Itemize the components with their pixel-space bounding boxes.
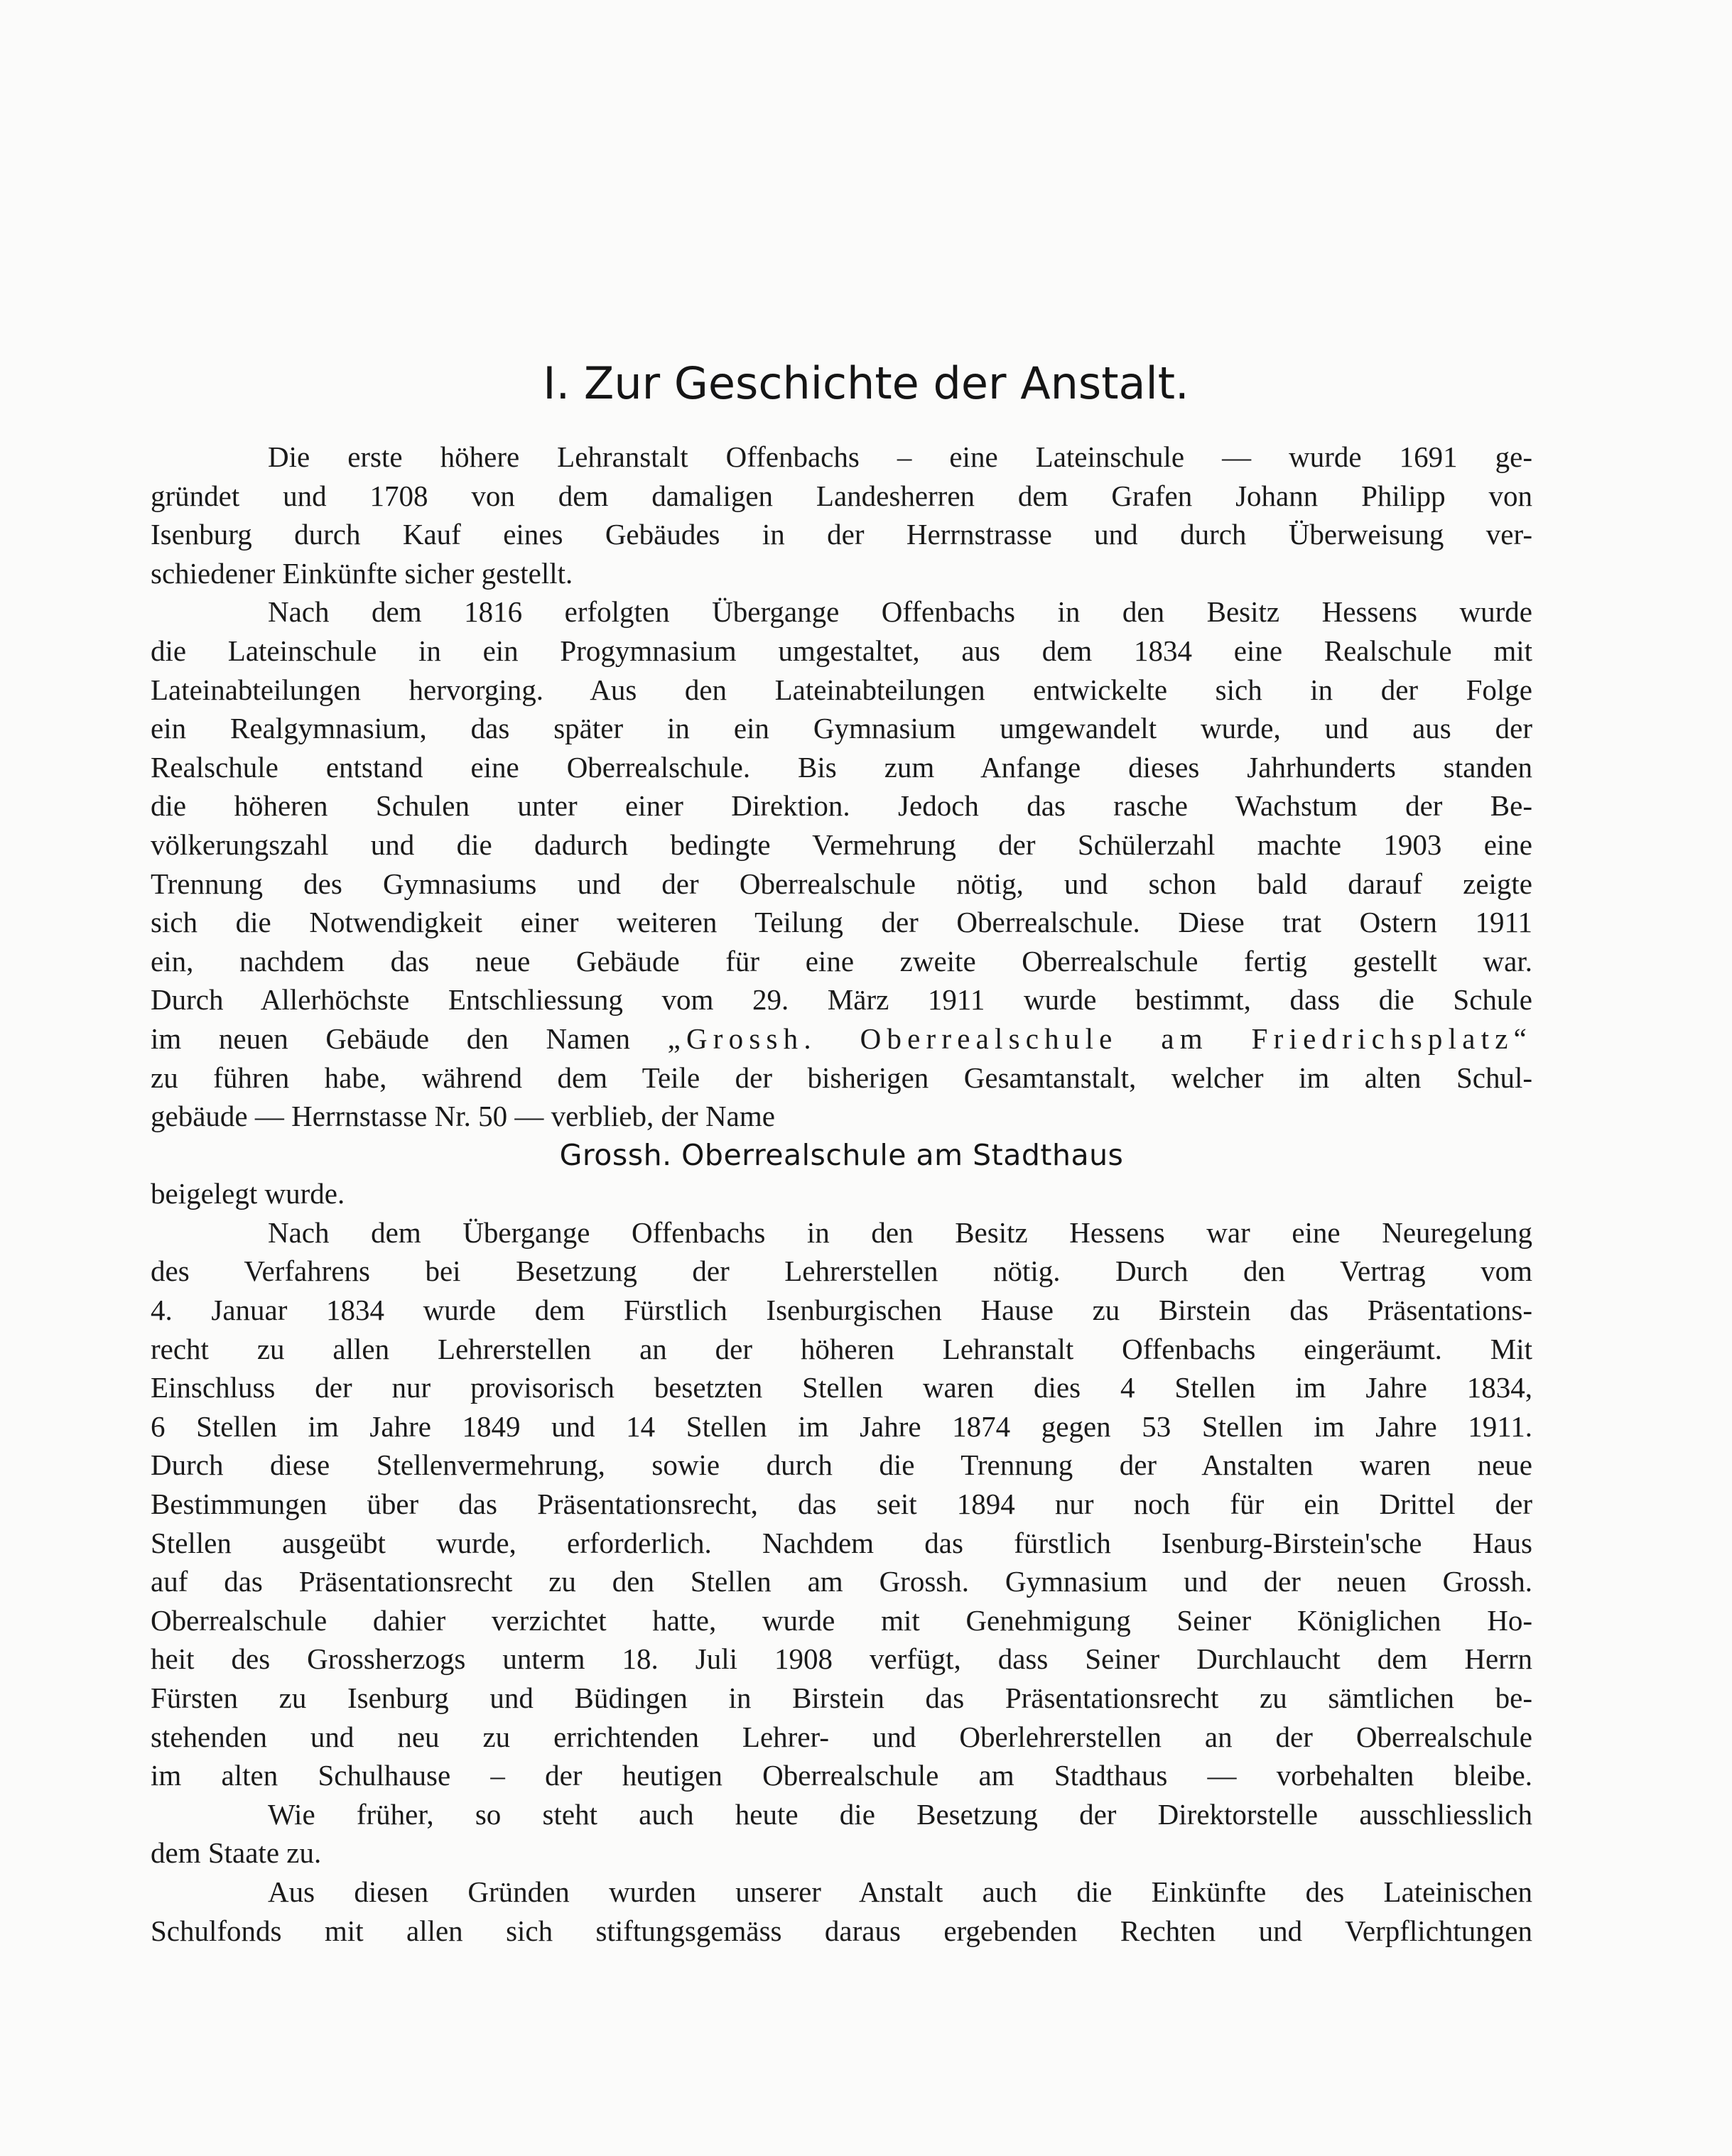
text-line: 4. Januar 1834 wurde dem Fürstlich Isenburgischen Hause zu Birstein das Präsentations- <box>151 1294 1532 1327</box>
text-line: ein, nachdem das neue Gebäude für eine zweite Oberrealschule fertig gestellt war. <box>151 944 1532 977</box>
text-line: Nach dem Übergange Offenbachs in den Besitz Hessens war eine Neuregelung <box>268 1215 1532 1249</box>
text-line: die Lateinschule in ein Progymnasium umgestaltet, aus dem 1834 eine Realschule mit <box>151 634 1532 667</box>
body-text <box>151 438 1532 1950</box>
text-line: Oberrealschule dahier verzichtet hatte, wurde mit Genehmigung Seiner Königlichen Ho- <box>151 1603 1532 1637</box>
text-line: 6 Stellen im Jahre 1849 und 14 Stellen im Jahre 1874 gegen 53 Stellen im Jahre 1911. <box>151 1409 1532 1443</box>
text-line: sich die Notwendigkeit einer weiteren Teilung der Oberrealschule. Diese trat Ostern 1911 <box>151 906 1532 939</box>
text-line: Durch Allerhöchste Entschliessung vom 29. März 1911 wurde bestimmt, dass die Schule <box>151 983 1532 1017</box>
text-line: schiedener Einkünfte sicher gestellt. <box>151 556 573 590</box>
text-line: dem Staate zu. <box>151 1836 322 1870</box>
text-line: Realschule entstand eine Oberrealschule. Bis zum Anfange dieses Jahrhunderts standen <box>151 750 1532 784</box>
text-line: des Verfahrens bei Besetzung der Lehrerstellen nötig. Durch den Vertrag vom <box>151 1255 1532 1288</box>
text-line: zu führen habe, während dem Teile der bisherigen Gesamtanstalt, welcher im alten Schul- <box>151 1061 1532 1094</box>
chapter-title: I. Zur Geschichte der Anstalt. <box>543 357 1189 409</box>
text-line: Die erste höhere Lehranstalt Offenbachs – eine Lateinschule — wurde 1691 ge- <box>268 440 1532 473</box>
text-line: stehenden und neu zu errichtenden Lehrer- und Oberlehrerstellen an der Oberrealschule <box>151 1720 1532 1753</box>
text-line: Stellen ausgeübt wurde, erforderlich. Nachdem das fürstlich Isenburg-Birstein'sche Haus <box>151 1526 1532 1559</box>
text-line: auf das Präsentationsrecht zu den Stellen am Grossh. Gymnasium und der neuen Grossh. <box>151 1565 1532 1598</box>
text-line: Lateinabteilungen hervorging. Aus den Lateinabteilungen entwickelte sich in der Folge <box>151 673 1532 706</box>
school-name-spaced: „Grossh. Oberrealschule am Friedrichsplatz“ <box>667 1022 1532 1055</box>
text-line <box>151 1019 1532 1058</box>
text-line: Trennung des Gymnasiums und der Oberrealschule nötig, und schon bald darauf zeigte <box>151 867 1532 900</box>
text-line: gründet und 1708 von dem damaligen Landesherren dem Grafen Johann Philipp von <box>151 479 1532 512</box>
text-line: ein Realgymnasium, das später in ein Gymnasium umgewandelt wurde, und aus der <box>151 712 1532 745</box>
text-line: beigelegt wurde. <box>151 1177 345 1210</box>
text-line: Wie früher, so steht auch heute die Besetzung der Direktorstelle ausschliesslich <box>268 1797 1532 1831</box>
text-line: die höheren Schulen unter einer Direktion. Jedoch das rasche Wachstum der Be- <box>151 789 1532 823</box>
text-line: Schulfonds mit allen sich stiftungsgemäss daraus ergebenden Rechten und Verpflichtungen <box>151 1914 1532 1947</box>
text-line: Bestimmungen über das Präsentationsrecht, das seit 1894 nur noch für ein Drittel der <box>151 1488 1532 1521</box>
text-line: recht zu allen Lehrerstellen an der höheren Lehranstalt Offenbachs eingeräumt. Mit <box>151 1332 1532 1365</box>
school-name-heading: Grossh. Oberrealschule am Stadthaus <box>559 1137 1124 1172</box>
text-line: Nach dem 1816 erfolgten Übergange Offenbachs in den Besitz Hessens wurde <box>268 595 1532 629</box>
text-line: heit des Grossherzogs unterm 18. Juli 1908 verfügt, dass Seiner Durchlaucht dem Herrn <box>151 1642 1532 1676</box>
text-line: Aus diesen Gründen wurden unserer Anstalt auch die Einkünfte des Lateinischen <box>268 1875 1532 1908</box>
text-line: gebäude — Herrnstasse Nr. 50 — verblieb, der Name <box>151 1100 775 1133</box>
text-line: Durch diese Stellenvermehrung, sowie durch die Trennung der Anstalten waren neue <box>151 1448 1532 1482</box>
text-fragment: im neuen Gebäude den Namen <box>151 1022 630 1055</box>
text-line: im alten Schulhause – der heutigen Oberrealschule am Stadthaus — vorbehalten bleibe. <box>151 1759 1532 1792</box>
text-line: völkerungszahl und die dadurch bedingte Vermehrung der Schülerzahl machte 1903 eine <box>151 828 1532 861</box>
text-line: Fürsten zu Isenburg und Büdingen in Birstein das Präsentationsrecht zu sämtlichen be- <box>151 1681 1532 1714</box>
text-line: Isenburg durch Kauf eines Gebäudes in der Herrnstrasse und durch Überweisung ver- <box>151 518 1532 551</box>
text-line: Einschluss der nur provisorisch besetzten Stellen waren dies 4 Stellen im Jahre 1834, <box>151 1371 1532 1404</box>
